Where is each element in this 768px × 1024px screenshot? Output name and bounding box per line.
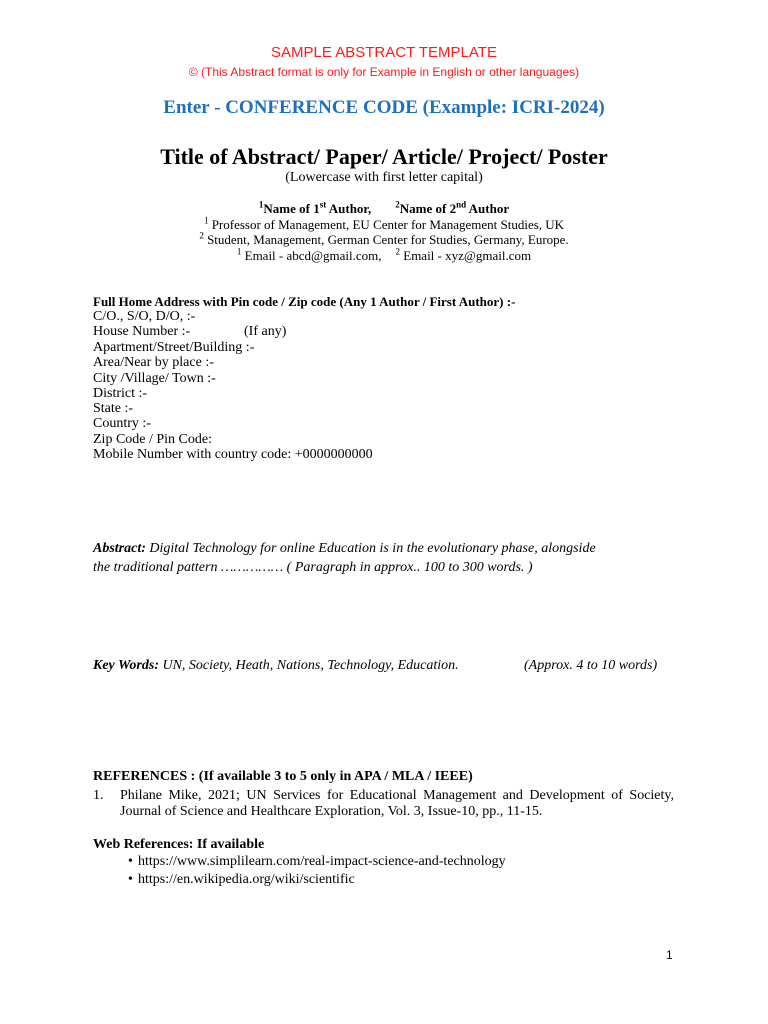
web-references-heading: Web References: If available	[93, 837, 265, 852]
author2-suffix: Author	[466, 201, 510, 216]
abstract-line-1	[93, 541, 596, 557]
bullet-icon: •	[128, 872, 133, 887]
keywords-line	[93, 658, 459, 674]
keywords-label: Key Words:	[93, 658, 159, 673]
author2-ordinal: nd	[456, 199, 467, 210]
abstract-text-2: the traditional pattern …………… ( Paragraph in approx.. 100 to 300 words. )	[93, 560, 533, 575]
address-line-co: C/O., S/O, D/O, :-	[93, 309, 196, 324]
address-line-apartment: Apartment/Street/Building :-	[93, 340, 255, 355]
abstract-label: Abstract:	[93, 541, 146, 556]
email-1-superscript: 1	[236, 246, 242, 257]
reference-1-number: 1.	[93, 788, 104, 803]
address-line-city: City /Village/ Town :-	[93, 371, 216, 386]
web-reference-2	[128, 872, 355, 888]
references-heading: REFERENCES : (If available 3 to 5 only in APA / MLA / IEEE)	[93, 769, 473, 784]
address-line-country: Country :-	[93, 416, 151, 431]
sample-template-title: SAMPLE ABSTRACT TEMPLATE	[271, 44, 497, 61]
abstract-text-1: Digital Technology for online Education is in the evolutionary phase, alongside	[145, 541, 596, 556]
address-line-mobile: Mobile Number with country code: +0000000000	[93, 447, 373, 462]
address-line-area: Area/Near by place :-	[93, 355, 214, 370]
title-subnote: (Lowercase with first letter capital)	[285, 170, 483, 185]
email-1: Email - abcd@gmail.com,	[241, 248, 382, 263]
affiliation-2-text: Student, Management, German Center for Studies, Germany, Europe.	[203, 232, 569, 247]
address-line-house-number: House Number :-	[93, 324, 191, 339]
author1-name: Name of 1	[263, 201, 320, 216]
author2-superscript: 2	[395, 199, 400, 210]
affiliation-1-superscript: 1	[203, 215, 209, 226]
author1-ordinal: st	[319, 199, 327, 210]
affiliation-2	[0, 232, 768, 248]
affiliation-2-superscript: 2	[199, 230, 204, 241]
affiliation-1	[0, 217, 768, 233]
address-line-state: State :-	[93, 401, 134, 416]
house-number-note: (If any)	[244, 324, 287, 339]
paper-title: Title of Abstract/ Paper/ Article/ Project/ Poster	[160, 144, 608, 169]
email-2: Email - xyz@gmail.com	[400, 248, 532, 263]
author-names	[0, 201, 768, 217]
keywords-note: (Approx. 4 to 10 words)	[524, 658, 658, 673]
page-number: 1	[666, 948, 673, 962]
conference-code-line: Enter - CONFERENCE CODE (Example: ICRI-2024)	[163, 97, 605, 118]
reference-1-text: Philane Mike, 2021; UN Services for Educational Management and Development of Society, Journal of Science and Healthcare Exploration, Vol. 3, Issue-10, pp., 11-15.	[120, 788, 674, 819]
address-heading: Full Home Address with Pin code / Zip code (Any 1 Author / First Author) :-	[93, 294, 516, 309]
affiliation-1-text: Professor of Management, EU Center for Management Studies, UK	[208, 217, 565, 232]
author-emails	[0, 248, 768, 264]
keywords-text: UN, Society, Heath, Nations, Technology, Education.	[158, 658, 459, 673]
author2-name: Name of 2	[399, 201, 457, 216]
email-2-superscript: 2	[395, 246, 400, 257]
web-reference-1-url: https://www.simplilearn.com/real-impact-science-and-technology	[138, 854, 506, 869]
web-reference-2-url: https://en.wikipedia.org/wiki/scientific	[138, 872, 355, 887]
address-line-zip: Zip Code / Pin Code:	[93, 432, 212, 447]
author1-suffix: Author,	[326, 201, 372, 216]
template-note: © (This Abstract format is only for Example in English or other languages)	[188, 65, 580, 79]
web-reference-1	[128, 854, 506, 870]
address-line-district: District :-	[93, 386, 148, 401]
bullet-icon: •	[128, 854, 133, 869]
author1-superscript: 1	[258, 199, 264, 210]
